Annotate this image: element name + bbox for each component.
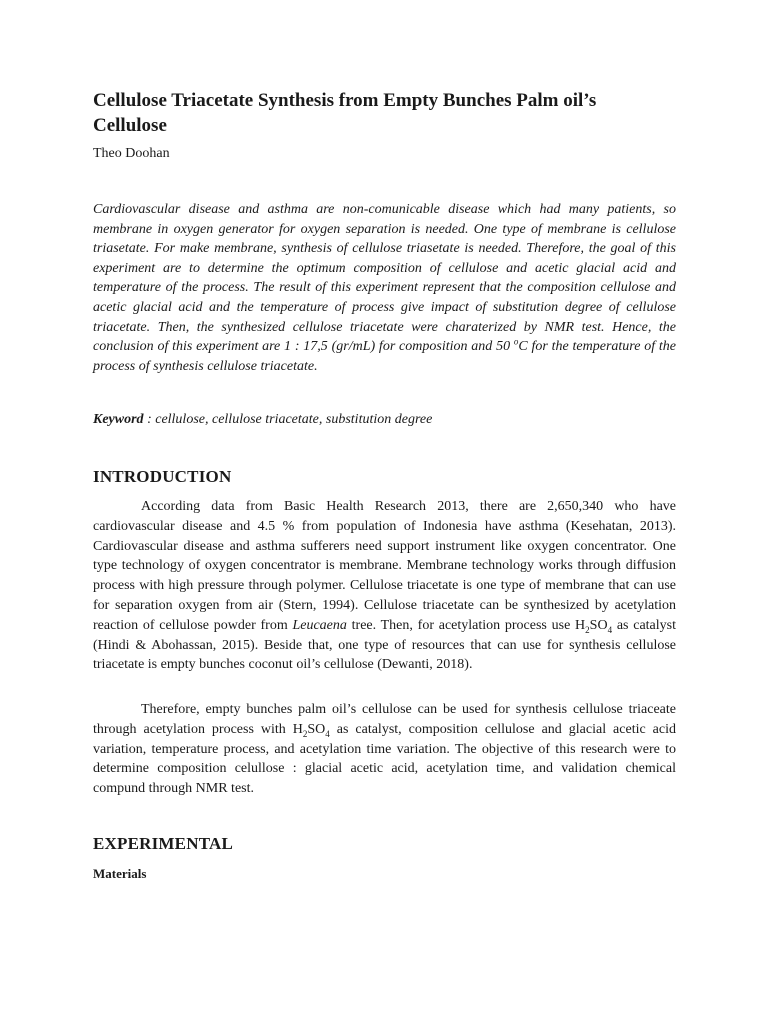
intro-p1-text-c: SO <box>589 617 608 633</box>
abstract-text-end: C for the temperature of the process of synthesis cellulose triacetate. <box>93 339 677 374</box>
subscript-2: 2 <box>585 624 590 635</box>
paper-title <box>93 88 693 138</box>
introduction-paragraph-2 <box>93 700 676 799</box>
subscript-4: 4 <box>325 728 330 739</box>
subscript-4: 4 <box>607 624 613 635</box>
species-name: Leucaena <box>292 617 347 633</box>
introduction-paragraph-1 <box>93 497 676 675</box>
keyword-label: Keyword <box>93 412 144 427</box>
materials-subheading: Materials <box>93 866 147 881</box>
keywords <box>93 412 676 428</box>
paper-title-line2: Cellulose <box>93 115 167 136</box>
intro-p1-text: According data from Basic Health Research 2013, there are 2,650,340 who have cardiovascular disease and 4.5 % from population of Indonesia have asthma (Kesehatan, 2013). Cardiovascular disease and asthma sufferers need support instrument like oxygen concentrator. One type technology of oxygen concentrator is membrane. Membrane technology works through diffusion process with high pressure through polymer. Cellulose triacetate is one type of membrane that can use for separation oxygen from air (Stern, 1994). Cellulose triacetate can be synthesized by acetylation reaction of cellulose powder from <box>93 499 676 633</box>
intro-p1-text-b: tree. Then, for acetylation process use H <box>346 617 586 633</box>
subscript-2: 2 <box>302 728 308 739</box>
experimental-heading: EXPERIMENTAL <box>93 834 233 853</box>
author-name: Theo Doohan <box>93 146 170 161</box>
abstract <box>93 200 676 376</box>
paper-title-line1: Cellulose Triacetate Synthesis from Empty Bunches Palm oil’s <box>93 90 597 111</box>
introduction-heading: INTRODUCTION <box>93 467 232 486</box>
intro-p2-text-b: SO <box>307 721 326 737</box>
intro-p1-text-d: as catalyst (Hindi & Abohassan, 2015). Beside that, one type of resources that can use for synthesis cellulose triacetate is empty bunches coconut oil’s cellulose (Dewanti, 2018). <box>93 617 676 673</box>
intro-p2-text-c: as catalyst, composition cellulose and glacial acetic acid variation, temperature process, and acetylation time variation. The objective of this research were to determine composition celullose : glacial acetic acid, acetylation time, and validation chemical compund through NMR test. <box>93 721 676 797</box>
intro-p2-text: Therefore, empty bunches palm oil’s cellulose can be used for synthesis cellulose triaceate through acetylation process with H <box>93 702 676 737</box>
abstract-text: Cardiovascular disease and asthma are non-comunicable disease which had many patients, so membrane in oxygen generator for oxygen separation is needed. One type of membrane is cellulose triasetate. For make membrane, synthesis of cellulose triasetate is needed. Therefore, the goal of this experiment are to determine the optimum composition of cellulose and acetic glacial acid and temperature of the process. The result of this experiment represent that the composition cellulose and acetic glacial acid and the temperature of process give impact of substitution degree of cellulose triacetate. Then, the synthesized cellulose triacetate were charaterized by NMR test. Hence, the conclusion of this experiment are 1 : 17,5 (gr/mL) for composition and 50 <box>93 202 676 355</box>
degree-superscript: o <box>513 336 519 347</box>
keyword-list: : cellulose, cellulose triacetate, substitution degree <box>143 412 433 427</box>
